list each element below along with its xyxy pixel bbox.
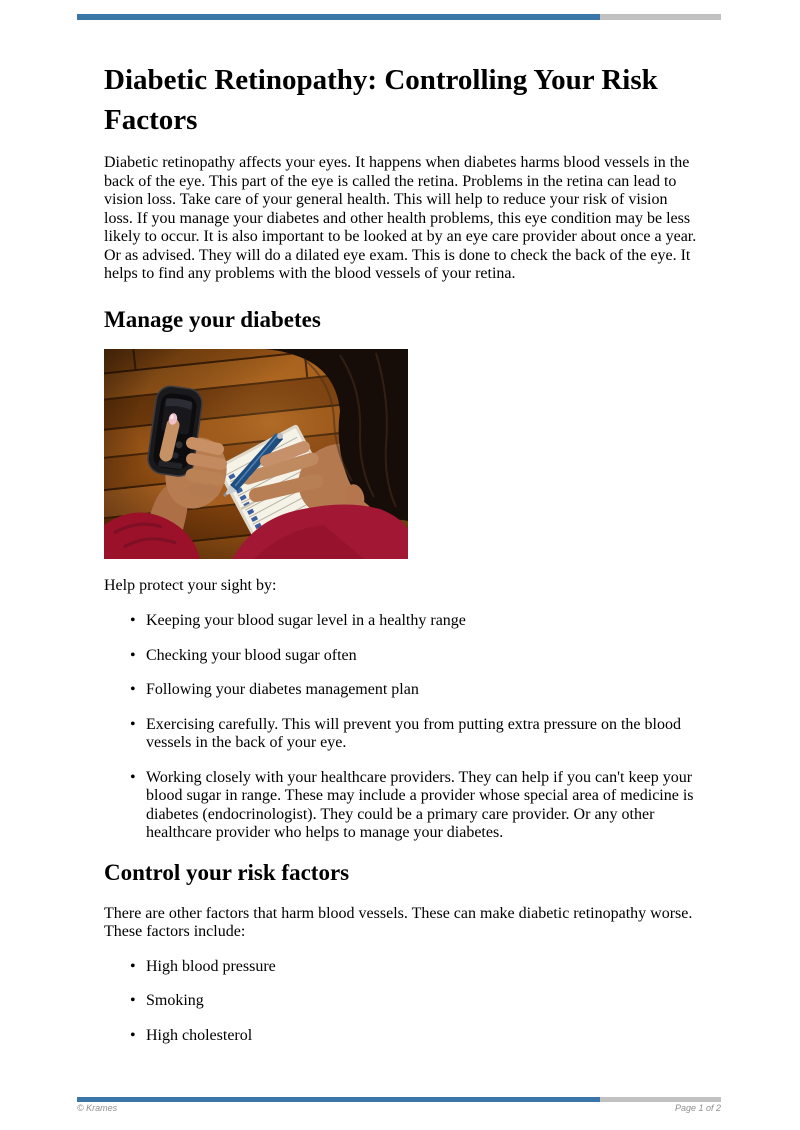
control-lead-text: There are other factors that harm blood vessels. These can make diabetic retinopathy worse. These factors include: <box>104 904 693 941</box>
footer-page-number: Page 1 of 2 <box>674 1103 721 1113</box>
manage-lead-text: Help protect your sight by: <box>104 577 277 595</box>
list-item: • Checking your blood sugar often <box>104 647 700 666</box>
footer <box>77 1103 721 1113</box>
list-item: • High cholesterol <box>104 1027 700 1046</box>
section-heading-manage: Manage your diabetes <box>104 306 321 332</box>
manage-bullet-list <box>104 612 700 843</box>
section-heading-control: Control your risk factors <box>104 859 350 885</box>
photo-illustration <box>104 349 408 559</box>
list-item: • Working closely with your healthcare providers. They can help if you can't keep your blood sugar in range. These may include a provider whose special area of medicine is diabetes (endocrinologist). They could be a primary care provider. Or any other healthcare provider who helps to manage your diabetes. <box>104 769 700 843</box>
list-item: • High blood pressure <box>104 958 700 977</box>
list-item: • Exercising carefully. This will prevent you from putting extra pressure on the blood vessels in the back of your eye. <box>104 716 700 753</box>
footer-accent-bar <box>77 1097 721 1102</box>
glucose-meter-logbook-photo <box>104 349 408 559</box>
control-bullet-list <box>104 958 700 1046</box>
list-item: • Following your diabetes management plan <box>104 681 700 700</box>
page-title: Diabetic Retinopathy: Controlling Your Risk Factors <box>104 64 658 137</box>
list-item: • Keeping your blood sugar level in a healthy range <box>104 612 700 631</box>
footer-accent-bar-blue <box>77 1097 600 1102</box>
intro-paragraph: Diabetic retinopathy affects your eyes. It happens when diabetes harms blood vessels in the back of the eye. This part of the eye is called the retina. Problems in the retina can lead to vision loss. Take care of your general health. This will help to reduce your risk of vision loss. If you manage your diabetes and other health problems, this eye condition may be less likely to occur. It is also important to be looked at by an eye care provider about once a year. Or as advised. They will do a dilated eye exam. This is done to check the back of the eye. It helps to find any problems with the blood vessels of your retina. <box>104 154 697 283</box>
document-body <box>104 20 700 1061</box>
list-item: • Smoking <box>104 992 700 1011</box>
footer-copyright: © Krames <box>77 1103 118 1113</box>
footer-accent-bar-gray <box>600 1097 721 1102</box>
